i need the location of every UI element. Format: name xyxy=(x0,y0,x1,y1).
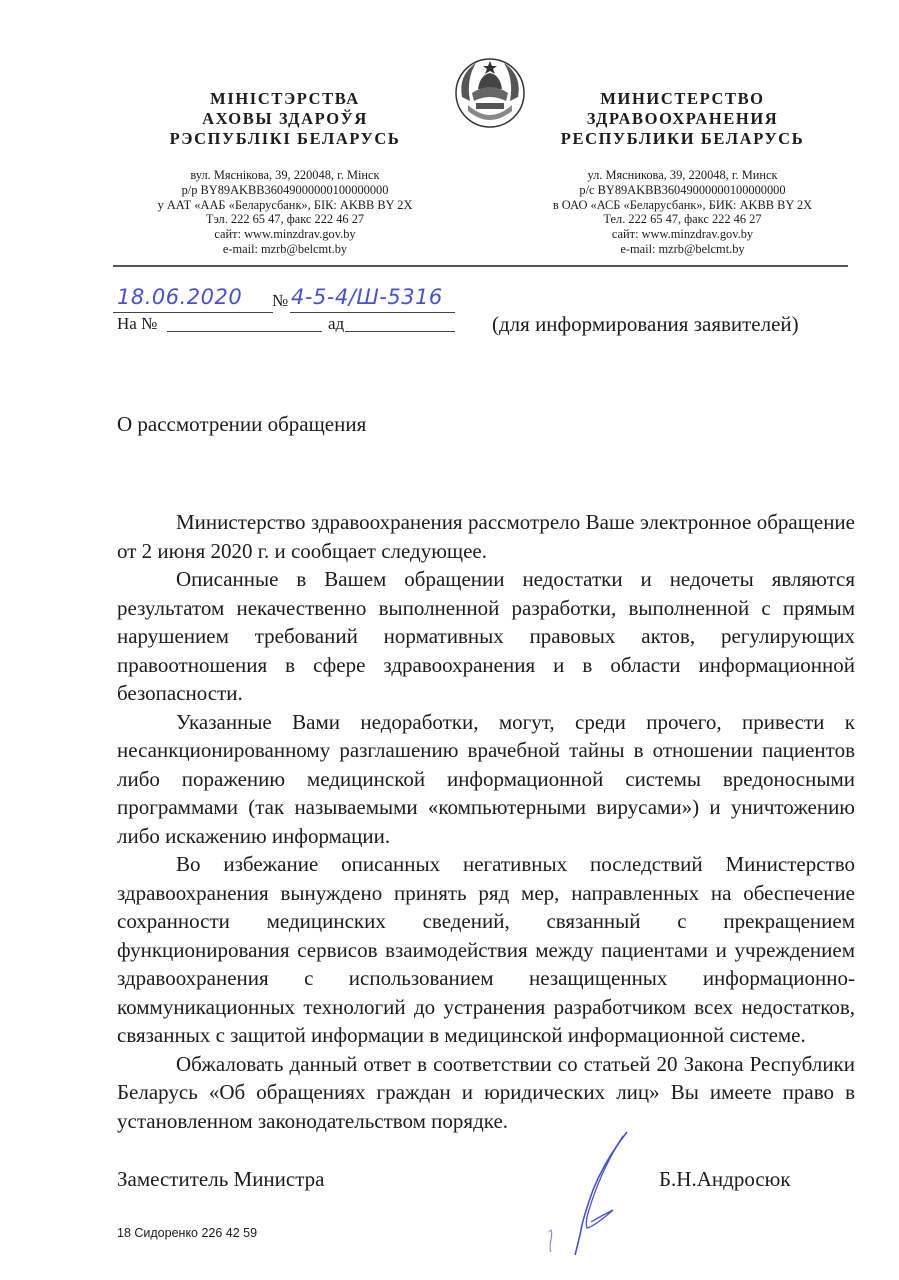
address-line: вул. Мяснікова, 39, 220048, г. Мінск xyxy=(190,168,380,182)
signature-stroke xyxy=(575,1132,627,1255)
title-line: РЭСПУБЛІКІ БЕЛАРУСЬ xyxy=(169,129,401,148)
title-line: МИНИСТЕРСТВО xyxy=(600,89,765,108)
from-label: ад xyxy=(328,314,345,333)
signature-stroke xyxy=(549,1230,552,1252)
executor-contact: 18 Сидоренко 226 42 59 xyxy=(117,1226,258,1240)
from-blank xyxy=(345,331,455,332)
letterhead-title-ru xyxy=(515,89,850,149)
emblem-star xyxy=(483,61,497,74)
body-paragraph: Обжаловать данный ответ в соответствии со статьей 20 Закона Республики Беларусь «Об обращениях граждан и юридических лиц» Вы имеете право в установленном законодательством порядке. xyxy=(117,1051,855,1133)
body-paragraph: Министерство здравоохранения рассмотрело Ваше электронное обращение от 2 июня 2020 г. и сообщает следующее. xyxy=(117,510,855,563)
outgoing-number: 4-5-4/Ш-5316 xyxy=(291,285,443,309)
signer-position: Заместитель Министра xyxy=(117,1167,325,1191)
title-line: РЕСПУБЛИКИ БЕЛАРУСЬ xyxy=(560,129,805,148)
signer-name: Б.Н.Андросюк xyxy=(659,1167,791,1191)
emblem-sunrays xyxy=(472,87,508,101)
outgoing-date: 18.06.2020 xyxy=(117,285,243,309)
letter-body xyxy=(117,508,855,1135)
letterhead-contacts-ru xyxy=(500,168,865,257)
in-reply-label: На № xyxy=(117,314,158,333)
address-line: ул. Мясникова, 39, 220048, г. Минск xyxy=(587,168,778,182)
number-underline xyxy=(290,312,455,313)
email-line: e-mail: mzrb@belcmt.by xyxy=(620,241,745,256)
account-line: р/с BY89AKBB36049000000100000000 xyxy=(579,182,786,197)
bank-line: у ААТ «ААБ «Беларусбанк», БІК: AKBB BY 2X xyxy=(157,197,413,212)
body-paragraph: Описанные в Вашем обращении недостатки и недочеты являются результатом некачественно выполненной разработки, выполненной с прямым нарушением требований нормативных правовых актов, регулирующих правоотношения в сфере здравоохранения и в области информационной безопасности. xyxy=(117,567,855,705)
account-line: р/р BY89AKBB36049000000100000000 xyxy=(181,182,389,197)
letter-subject: О рассмотрении обращения xyxy=(117,412,367,436)
handwritten-signature xyxy=(535,1130,635,1260)
date-underline xyxy=(113,312,273,313)
letterhead-title-by xyxy=(120,89,450,149)
emblem-globe xyxy=(478,73,502,89)
email-line: e-mail: mzrb@belcmt.by xyxy=(222,241,348,256)
website-line: сайт: www.minzdrav.gov.by xyxy=(611,227,754,242)
body-paragraph: Указанные Вами недоработки, могут, среди прочего, привести к несанкционированному разглашению врачебной тайны в отношении пациентов либо поражению медицинской информационной системы вредоносными программами (так называемыми «компьютерными вирусами») и уничтожению либо искажению информации. xyxy=(117,709,855,848)
phone-line: Тел. 222 65 47, факс 222 46 27 xyxy=(603,212,762,227)
title-line: МІНІСТЭРСТВА xyxy=(210,89,360,108)
number-label: № xyxy=(272,291,289,310)
in-reply-blank xyxy=(167,331,322,332)
title-line: АХОВЫ ЗДАРОЎЯ xyxy=(202,109,368,128)
website-line: сайт: www.minzdrav.gov.by xyxy=(214,227,356,242)
emblem-ribbon xyxy=(476,103,504,109)
letterhead-contacts-by xyxy=(105,168,465,257)
letterhead-divider xyxy=(113,265,848,267)
signature-stroke xyxy=(586,1136,623,1228)
phone-line: Тэл. 222 65 47, факс 222 46 27 xyxy=(205,212,365,227)
bank-line: в ОАО «АСБ «Беларусбанк», БИК: AKBB BY 2X xyxy=(552,197,813,212)
distribution-note: (для информирования заявителей) xyxy=(492,312,799,336)
title-line: ЗДРАВООХРАНЕНИЯ xyxy=(586,109,779,128)
body-paragraph: Во избежание описанных негативных последствий Министерство здравоохранения вынуждено принять ряд мер, направленных на обеспечение сохранности медицинских сведений, связанный с прекращением функционирования сервисов взаимодействия между пациентами и учреждением здравоохранения с использованием незащищенных информационно-коммуникационных технологий до устранения разработчиком всех недостатков, связанных с защитой информации в медицинской информационной системе. xyxy=(117,852,855,1047)
